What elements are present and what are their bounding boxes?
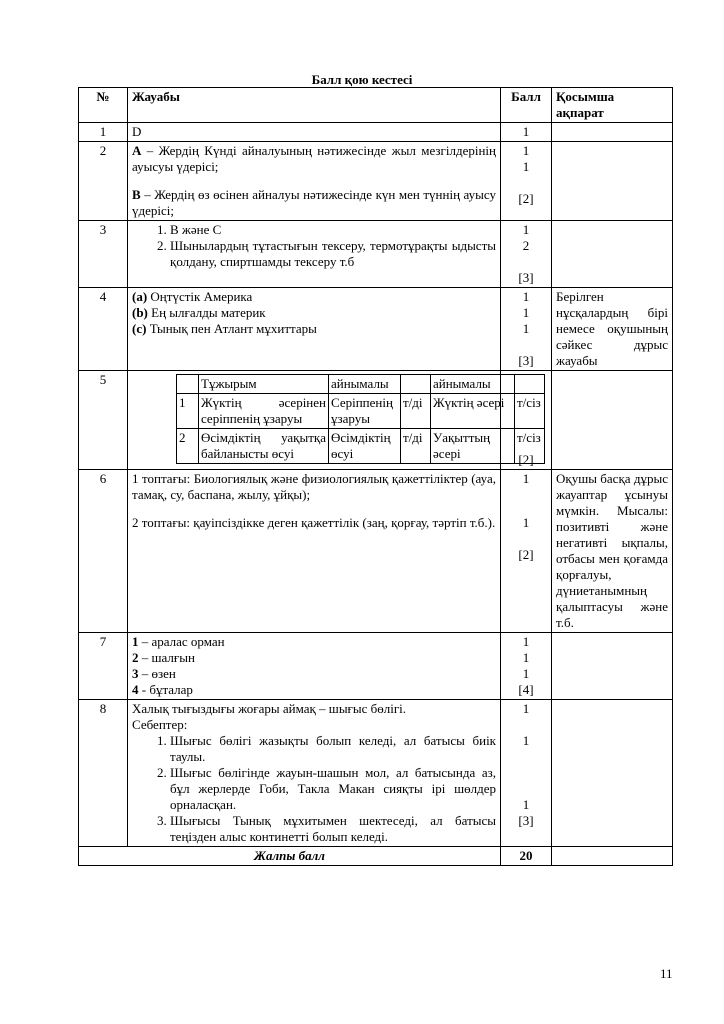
table-row	[79, 633, 673, 700]
answer-cell	[128, 221, 501, 288]
variable-text: Жүктің әсері	[431, 394, 515, 429]
header-row	[79, 88, 673, 123]
score-total: [3]	[518, 270, 534, 285]
page-title: Балл қою кестесі	[311, 72, 413, 87]
answer-text: – Жердің өз өсінен айналуы нәтижесінде күн мен түннің ауысу үдерісі;	[132, 187, 496, 218]
table-row	[79, 142, 673, 221]
table-row	[79, 470, 673, 633]
score-cell: 1	[501, 123, 552, 142]
score-value: 1	[522, 143, 530, 158]
header-info-line1: Қосымша	[556, 89, 615, 104]
answer-label: 4	[132, 682, 139, 697]
info-cell	[552, 123, 673, 142]
answer-text: - бұталар	[138, 682, 193, 697]
variable-header: айнымалы	[431, 375, 515, 394]
answer-cell	[128, 633, 501, 700]
claim-text: Жүктің әсерінен серіппенің ұзаруы	[199, 394, 329, 429]
row-number: 3	[79, 221, 128, 288]
score-total: [2]	[518, 547, 534, 562]
info-cell: Оқушы басқа дұрыс жауаптар ұсынуы мүмкін. Мысалы: позитивті және негативті ықпалы, отбасы мен қоғамда қорғалуы, дүниетанымның қалыптасуы және т.б.	[552, 470, 673, 633]
variable-type: т/ді	[401, 429, 431, 464]
answer-text: – Жердің Күнді айналуының нәтижесінде жыл мезгілдерінің ауысуы үдерісі;	[132, 143, 496, 174]
score-value: 1	[522, 733, 530, 748]
list-item: 1. B және C	[170, 222, 496, 238]
score-value: 1	[522, 222, 530, 237]
list-item: 2. Шығыс бөлігінде жауын-шашын мол, ал батысында аз, бұл жерлерде Гоби, Такла Макан сияқты ірі шөлдер орналасқан.	[170, 765, 496, 813]
answer-text: – аралас орман	[138, 634, 225, 649]
row-number: 6	[79, 470, 128, 633]
variable-type: т/сіз	[515, 394, 545, 429]
answer-line	[132, 682, 496, 698]
variable-text: Өсімдіктің өсуі	[329, 429, 401, 464]
table-row	[79, 700, 673, 847]
variables-row	[177, 429, 545, 464]
list-item: 2. Шынылардың тұтастығын тексеру, термотұрақты ыдысты қолдану, спиртшамды тексеру т.б	[170, 238, 496, 270]
table-row	[79, 371, 673, 470]
answer-line: Халық тығыздығы жоғары аймақ – шығыс бөлігі.	[132, 701, 407, 716]
row-number: 4	[79, 288, 128, 371]
total-score: 20	[501, 847, 552, 866]
answer-label: 2	[132, 650, 139, 665]
answer-label: (a)	[132, 289, 148, 304]
answer-label: (b)	[132, 305, 148, 320]
answer-text: – шалғын	[138, 650, 195, 665]
score-value: 1	[522, 650, 530, 665]
score-total: [3]	[518, 353, 534, 368]
info-cell: Берілген нұсқалардың бірі немесе оқушының сәйкес дұрыс жауабы	[552, 288, 673, 371]
variable-type: т/ді	[401, 394, 431, 429]
score-value: 1	[522, 634, 530, 649]
header-score: Балл	[501, 88, 552, 123]
list-item: 1. Шығыс бөлігі жазықты болып келеді, ал батысы биік таулы.	[170, 733, 496, 765]
score-value: 1	[522, 471, 530, 486]
answer-text: Ең ылғалды материк	[147, 305, 266, 320]
page-number: 11	[660, 966, 673, 981]
header-num: №	[79, 88, 128, 123]
answer-text: – өзен	[138, 666, 176, 681]
answer-cell	[128, 700, 501, 847]
answer-cell: D	[128, 123, 501, 142]
answer-cell	[128, 470, 501, 633]
variables-row-number: 2	[177, 429, 199, 464]
header-info-line2: ақпарат	[556, 105, 604, 120]
answer-cell	[128, 371, 541, 470]
answer-cell	[128, 142, 501, 221]
answer-line	[132, 289, 496, 305]
answer-text: Оңтүстік Америка	[147, 289, 253, 304]
row-number: 1	[79, 123, 128, 142]
score-total: [3]	[518, 813, 534, 828]
answer-line	[132, 634, 496, 650]
score-table	[78, 87, 673, 866]
score-cell	[501, 700, 552, 847]
variable-header: айнымалы	[329, 375, 401, 394]
answer-paragraph: 1 топтағы: Биологиялық және физиологиялық қажеттіліктер (ауа, тамақ, су, баспана, жылу, ұйқы);	[132, 471, 496, 502]
claim-header: Тұжырым	[199, 375, 329, 394]
row-number: 8	[79, 700, 128, 847]
score-cell	[501, 221, 552, 288]
score-cell	[501, 371, 552, 470]
answer-label: B	[132, 187, 141, 202]
score-total: [2]	[518, 191, 534, 206]
info-cell	[552, 700, 673, 847]
score-value: 1	[522, 321, 530, 336]
score-cell	[501, 470, 552, 633]
answer-line	[132, 321, 496, 337]
score-value: 1	[522, 305, 530, 320]
header-answer: Жауабы	[128, 88, 501, 123]
score-value: 2	[522, 238, 530, 253]
header-info	[552, 88, 673, 123]
info-cell	[552, 633, 673, 700]
answer-line	[132, 305, 496, 321]
answer-line	[132, 187, 496, 219]
score-value: 1	[522, 515, 530, 530]
variables-row	[177, 394, 545, 429]
answer-line: Себептер:	[132, 717, 188, 732]
total-label: Жалпы балл	[79, 847, 501, 866]
answer-label: A	[132, 143, 142, 158]
answer-line	[132, 666, 496, 682]
score-cell	[501, 142, 552, 221]
variable-type: т/сіз	[515, 429, 545, 464]
score-cell	[501, 288, 552, 371]
row-number: 7	[79, 633, 128, 700]
score-value: 1	[522, 289, 530, 304]
variable-text: Серіппенің ұзаруы	[329, 394, 401, 429]
variables-table	[176, 374, 545, 464]
table-row	[79, 221, 673, 288]
total-row	[79, 847, 673, 866]
info-cell	[552, 221, 673, 288]
row-number: 5	[79, 371, 128, 470]
answer-label: 3	[132, 666, 139, 681]
claim-text: Өсімдіктің уақытқа байланысты өсуі	[199, 429, 329, 464]
answer-paragraph: 2 топтағы: қауіпсіздікке деген қажеттілік (заң, қорғау, тәртіп т.б.).	[132, 515, 496, 530]
info-cell	[552, 371, 673, 470]
score-total: [4]	[518, 682, 534, 697]
variables-row-number: 1	[177, 394, 199, 429]
score-value: 1	[522, 797, 530, 812]
info-cell	[552, 142, 673, 221]
score-value: 1	[522, 701, 530, 716]
answer-label: (c)	[132, 321, 147, 336]
table-row	[79, 288, 673, 371]
info-cell	[552, 847, 673, 866]
score-value: 1	[522, 159, 530, 174]
score-total: [2]	[518, 452, 534, 467]
score-cell	[501, 633, 552, 700]
answer-cell	[128, 288, 501, 371]
table-row	[79, 123, 673, 142]
variable-text: Уақыттың әсері	[431, 429, 515, 464]
list-item: 3. Шығысы Тынық мұхитымен шектеседі, ал батысы теңізден алыс континетті болып келеді.	[170, 813, 496, 845]
answer-text: Тынық пен Атлант мұхиттары	[146, 321, 317, 336]
answer-line	[132, 650, 496, 666]
answer-label: 1	[132, 634, 139, 649]
variables-header-row	[177, 375, 545, 394]
row-number: 2	[79, 142, 128, 221]
score-value: 1	[522, 666, 530, 681]
answer-line	[132, 143, 496, 175]
